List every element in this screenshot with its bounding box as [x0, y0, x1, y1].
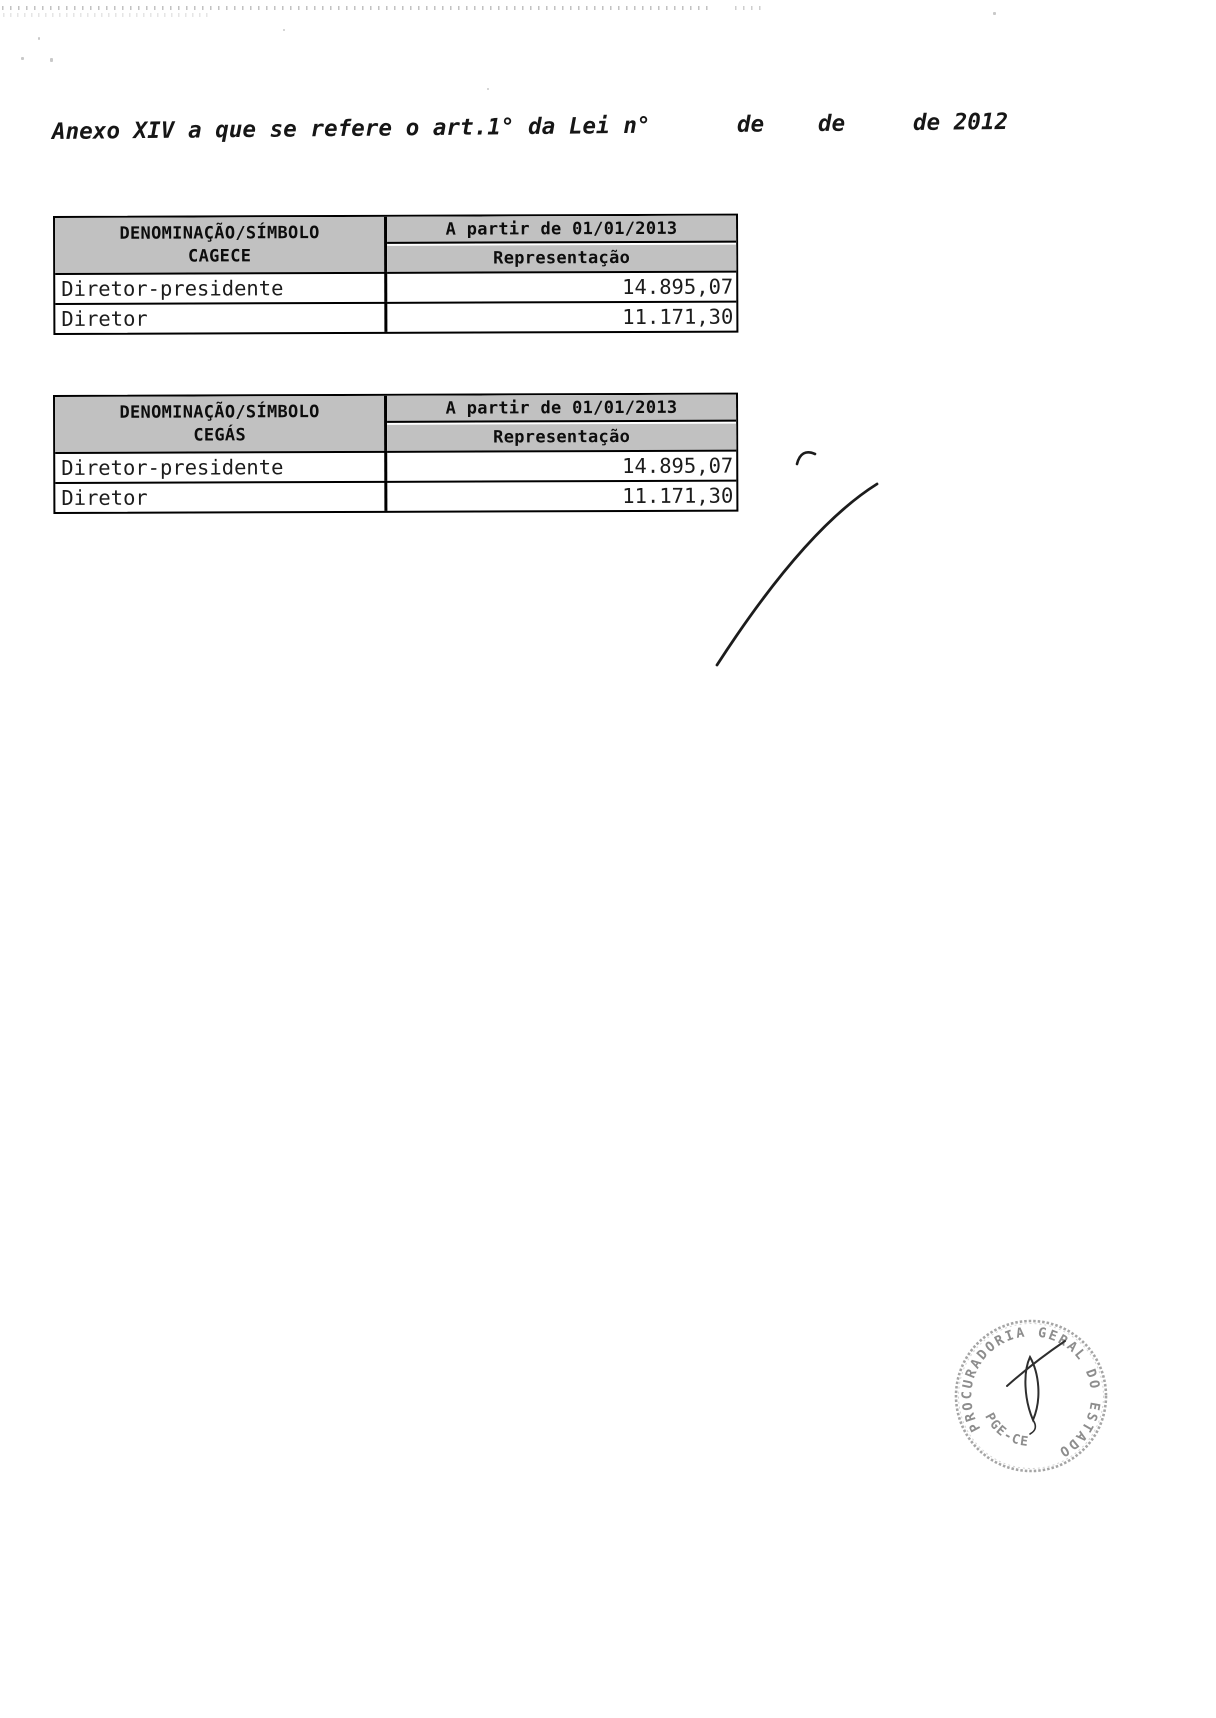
scan-perforation-line-segment — [735, 6, 767, 10]
title-date-placeholder-year: de 2012 — [912, 108, 1009, 136]
table-row-label: Diretor — [55, 481, 387, 512]
scan-perforation-line — [2, 6, 710, 10]
table-row-label: Diretor-presidente — [55, 451, 387, 482]
title-date-placeholder-day: de — [736, 111, 765, 138]
table-row-value: 11.171,30 — [387, 301, 736, 332]
header-representation-label: Representação — [387, 245, 736, 272]
stamp-code-text: PGE-CE — [981, 1410, 1031, 1451]
scan-speck — [993, 12, 996, 15]
stamp-signature-tail — [1030, 1420, 1035, 1434]
document-title — [52, 108, 1112, 149]
round-stamp-pge — [956, 1321, 1106, 1471]
table-row-label: Diretor — [55, 302, 387, 333]
scan-speck — [487, 88, 489, 90]
salary-table-cegas — [53, 393, 738, 514]
table-row-value: 14.895,07 — [387, 450, 736, 481]
header-representation-label: Representação — [387, 424, 736, 451]
table-row-label: Diretor-presidente — [55, 272, 387, 303]
stamp-signature-diagonal — [1007, 1341, 1065, 1386]
stamp-ring-inner-halo — [959, 1324, 1104, 1469]
pen-stroke-small-arc — [797, 452, 815, 464]
scan-speck — [283, 29, 285, 31]
scan-speck — [21, 57, 24, 60]
header-effective-date-label: A partir de 01/01/2013 — [387, 395, 736, 423]
table-row-value: 11.171,30 — [387, 480, 736, 511]
table-header-value-column-cagece — [387, 216, 736, 272]
header-company-label: CAGECE — [187, 246, 252, 267]
stamp-ring-text: PROCURADORIA GERAL DO ESTADO — [959, 1324, 1104, 1461]
table-header-denomination-cagece — [55, 217, 387, 273]
table-header-denomination-cegas — [55, 396, 387, 452]
salary-table-cagece — [53, 214, 738, 335]
table-header-value-column-cegas — [387, 395, 736, 451]
scan-speck — [50, 58, 53, 62]
header-effective-date-label: A partir de 01/01/2013 — [387, 216, 736, 244]
pen-stroke-large-curve — [717, 484, 877, 665]
header-company-label: CEGÁS — [193, 425, 247, 446]
header-denomination-label: DENOMINAÇÃO/SÍMBOLO — [119, 223, 320, 244]
document-title-main: Anexo XIV a que se refere o art.1° da Lei n° — [51, 112, 651, 145]
table-row-value: 14.895,07 — [387, 271, 736, 302]
title-date-placeholder-month: de — [817, 110, 846, 137]
scan-perforation-subline — [3, 13, 211, 17]
stamp-ring-circle — [956, 1321, 1106, 1471]
scan-speck — [38, 37, 40, 40]
header-denomination-label: DENOMINAÇÃO/SÍMBOLO — [119, 402, 320, 423]
stamp-signature-loop — [1025, 1357, 1038, 1420]
